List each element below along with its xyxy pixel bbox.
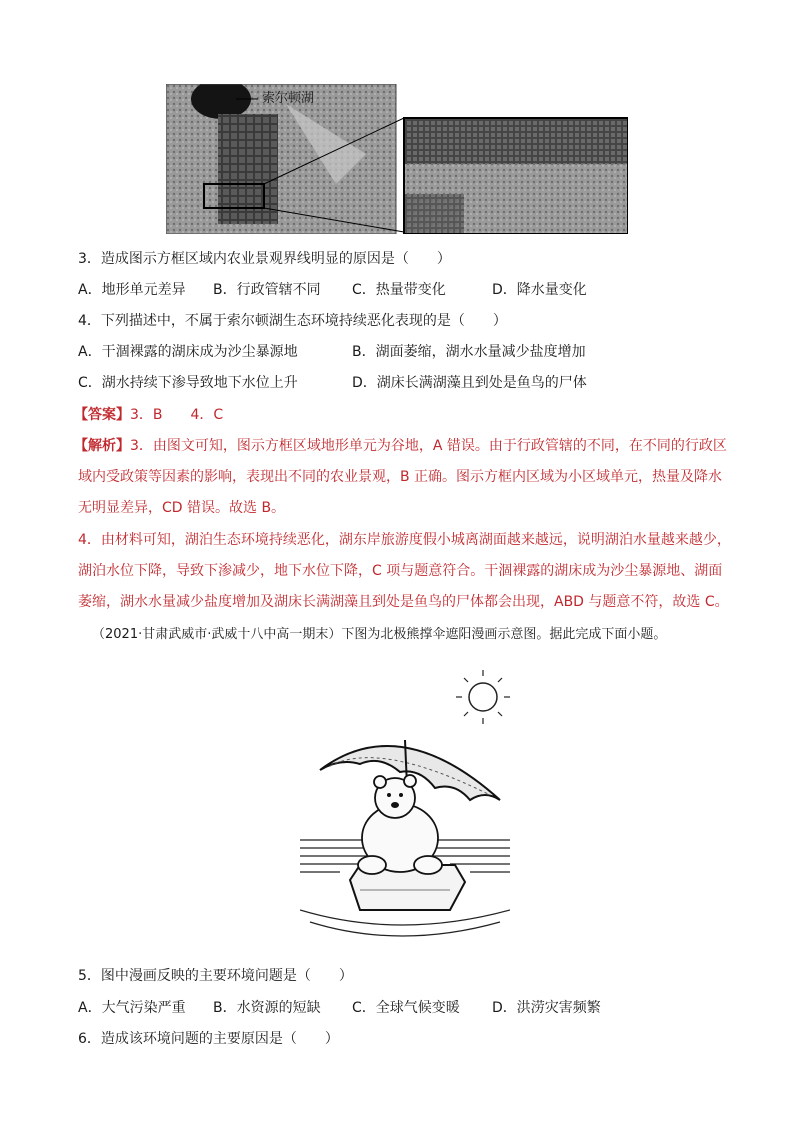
satellite-image-figure — [166, 84, 628, 234]
source-text: （2021·甘肃武威市·武威十八中高一期末） — [92, 627, 342, 642]
sun-icon — [456, 670, 510, 724]
analysis-line-2: 域内受政策等因素的影响，表现出不同的农业景观，B 正确。图示方框内区域为小区域单元，热量及降水 — [78, 469, 723, 485]
polar-bear-icon — [358, 775, 442, 874]
source-line — [92, 624, 666, 645]
q4-option-d: D．湖床长满湖藻且到处是鱼鸟的尸体 — [352, 375, 587, 391]
analysis-line-1 — [74, 436, 727, 456]
answer-text: 3．B 4．C — [130, 407, 224, 423]
figure-caption: 下图为北极熊撑伞遮阳漫画示意图。据此完成下面小题。 — [341, 627, 667, 642]
q4-option-c: C．湖水持续下渗导致地下水位上升 — [78, 375, 298, 391]
q3-option-d: D．降水量变化 — [492, 282, 587, 298]
analysis-line-5: 湖泊水位下降，导致下渗减少，地下水位下降，C 项与题意符合。干涸裸露的湖床成为沙尘暴源地、湖面 — [78, 563, 723, 579]
question-6-stem: 6．造成该环境问题的主要原因是（ ） — [78, 1031, 339, 1047]
analysis-line-4: 4．由材料可知，湖泊生态环境持续恶化，湖东岸旅游度假小城离湖面越来越远，说明湖泊水量越来越少， — [78, 532, 731, 548]
q3-option-b: B．行政管辖不同 — [213, 282, 321, 298]
question-5-stem: 5．图中漫画反映的主要环境问题是（ ） — [78, 968, 353, 984]
lake-label: 索尔顿湖 — [262, 91, 315, 106]
polar-bear-umbrella-cartoon — [300, 660, 510, 945]
answer-line — [74, 405, 223, 425]
analysis-text-1: 3．由图文可知，图示方框区域地形单元为谷地，A 错误。由于行政管辖的不同，在不同的行政区 — [130, 438, 727, 454]
analysis-line-3: 无明显差异，CD 错误。故选 B。 — [78, 500, 286, 516]
question-4-stem: 4．下列描述中，不属于索尔顿湖生态环境持续恶化表现的是（ ） — [78, 313, 507, 329]
question-3-stem: 3．造成图示方框区域内农业景观界线明显的原因是（ ） — [78, 251, 451, 267]
q5-option-c: C．全球气候变暖 — [352, 1000, 460, 1016]
q3-option-c: C．热量带变化 — [352, 282, 446, 298]
q4-option-b: B．湖面萎缩，湖水水量减少盐度增加 — [352, 344, 586, 360]
q4-option-a: A．干涸裸露的湖床成为沙尘暴源地 — [78, 344, 298, 360]
q5-option-d: D．洪涝灾害频繁 — [492, 1000, 601, 1016]
analysis-line-6: 萎缩，湖水水量减少盐度增加及湖床长满湖藻且到处是鱼鸟的尸体都会出现，ABD 与题意不符，故选 C。 — [78, 594, 729, 610]
answer-label: 【答案】 — [74, 407, 130, 423]
satellite-zoom-view — [404, 118, 628, 234]
q5-option-a: A．大气污染严重 — [78, 1000, 186, 1016]
q3-option-a: A．地形单元差异 — [78, 282, 186, 298]
q5-option-b: B．水资源的短缺 — [213, 1000, 321, 1016]
analysis-label: 【解析】 — [74, 438, 130, 454]
